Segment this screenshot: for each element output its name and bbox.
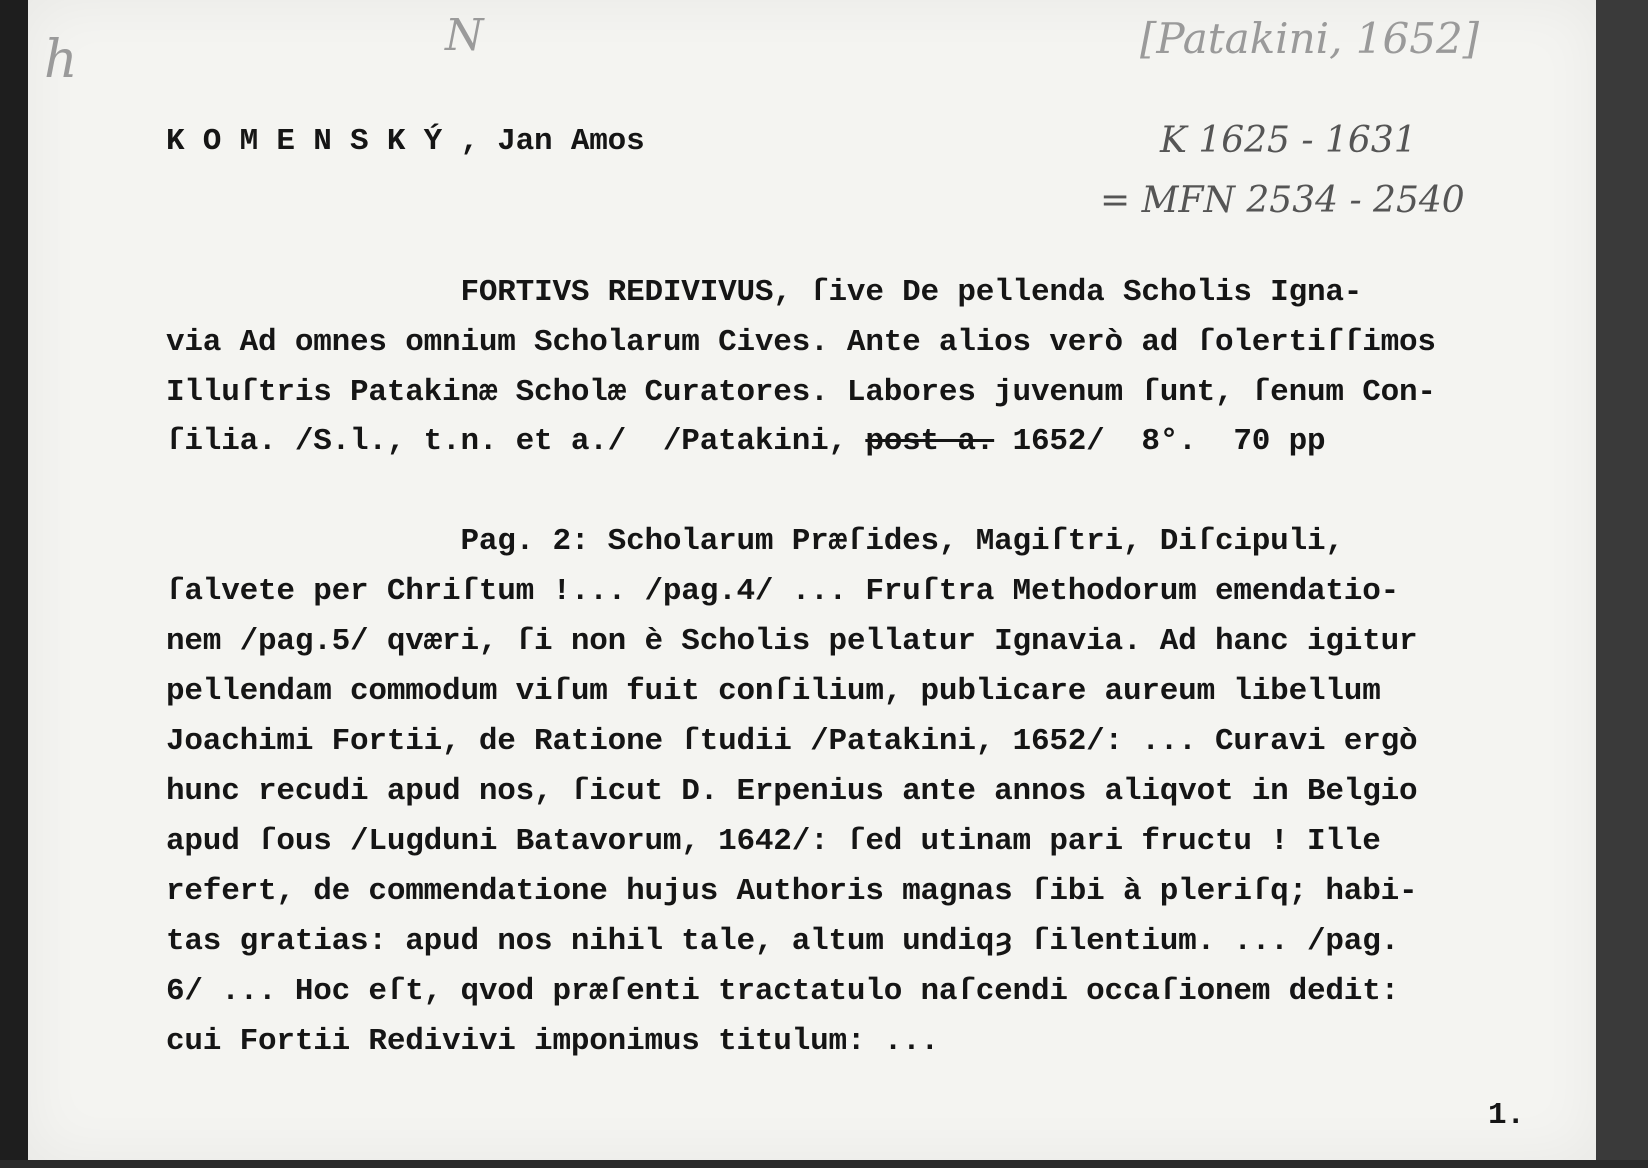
note-line-6: hunc recudi apud nos, ſicut D. Erpenius ante annos aliqvot in Belgio [166, 774, 1418, 809]
entry-line-3: Illuſtris Patakinæ Scholæ Curatores. Labores juvenum ſunt, ſenum Con- [166, 375, 1436, 410]
scan-border-right [1596, 0, 1648, 1168]
entry-line-2: via Ad omnes omnium Scholarum Cives. Ante alios verò ad ſolertiſſimos [166, 325, 1436, 360]
note-line-10: 6/ ... Hoc eſt, qvod præſenti tractatulo naſcendi occaſionem dedit: [166, 974, 1400, 1009]
note-line-2: ſalvete per Chriſtum !... /pag.4/ ... Fruſtra Methodorum emendatio- [166, 574, 1400, 609]
handwritten-corner-mid: N [445, 10, 484, 61]
imprint-text: ſilia. /S.l., t.n. et a./ /Patakini, [166, 424, 866, 459]
handwritten-corner-left: h [44, 30, 78, 90]
handwritten-mfn-range: = MFN 2534 - 2540 [1100, 180, 1465, 221]
note-line-1: Pag. 2: Scholarum Præſides, Magiſtri, Diſcipuli, [166, 524, 1344, 559]
struck-text: post a. [865, 424, 995, 459]
note-line-3: nem /pag.5/ qværi, ſi non è Scholis pellatur Ignavia. Ad hanc igitur [166, 624, 1418, 659]
handwritten-ref-range: K 1625 - 1631 [1160, 120, 1417, 161]
note-line-4: pellendam commodum viſum fuit conſilium, publicare aureum libellum [166, 674, 1381, 709]
note-line-7: apud ſous /Lugduni Batavorum, 1642/: ſed utinam pari fructu ! Ille [166, 824, 1381, 859]
author-heading: K O M E N S K Ý , Jan Amos [166, 124, 645, 159]
title-line [166, 275, 1362, 310]
format-pages: 1652/ 8°. 70 pp [994, 424, 1326, 459]
title-text: FORTIVS REDIVIVUS, ſive De pellenda Scholis Igna- [460, 275, 1363, 310]
page-number: 1. [1488, 1098, 1525, 1133]
note-line-11: cui Fortii Redivivi imponimus titulum: ... [166, 1024, 939, 1059]
scan-border-bottom [0, 1160, 1648, 1168]
note-line-9: tas gratias: apud nos nihil tale, altum undiqȝ ſilentium. ... /pag. [166, 924, 1400, 959]
handwritten-location-date: [Patakini, 1652] [1140, 14, 1480, 63]
note-line-5: Joachimi Fortii, de Ratione ſtudii /Patakini, 1652/: ... Curavi ergò [166, 724, 1418, 759]
entry-line-4 [166, 424, 1325, 459]
note-line-8: refert, de commendatione hujus Authoris magnas ſibi à pleriſq; habi- [166, 874, 1418, 909]
